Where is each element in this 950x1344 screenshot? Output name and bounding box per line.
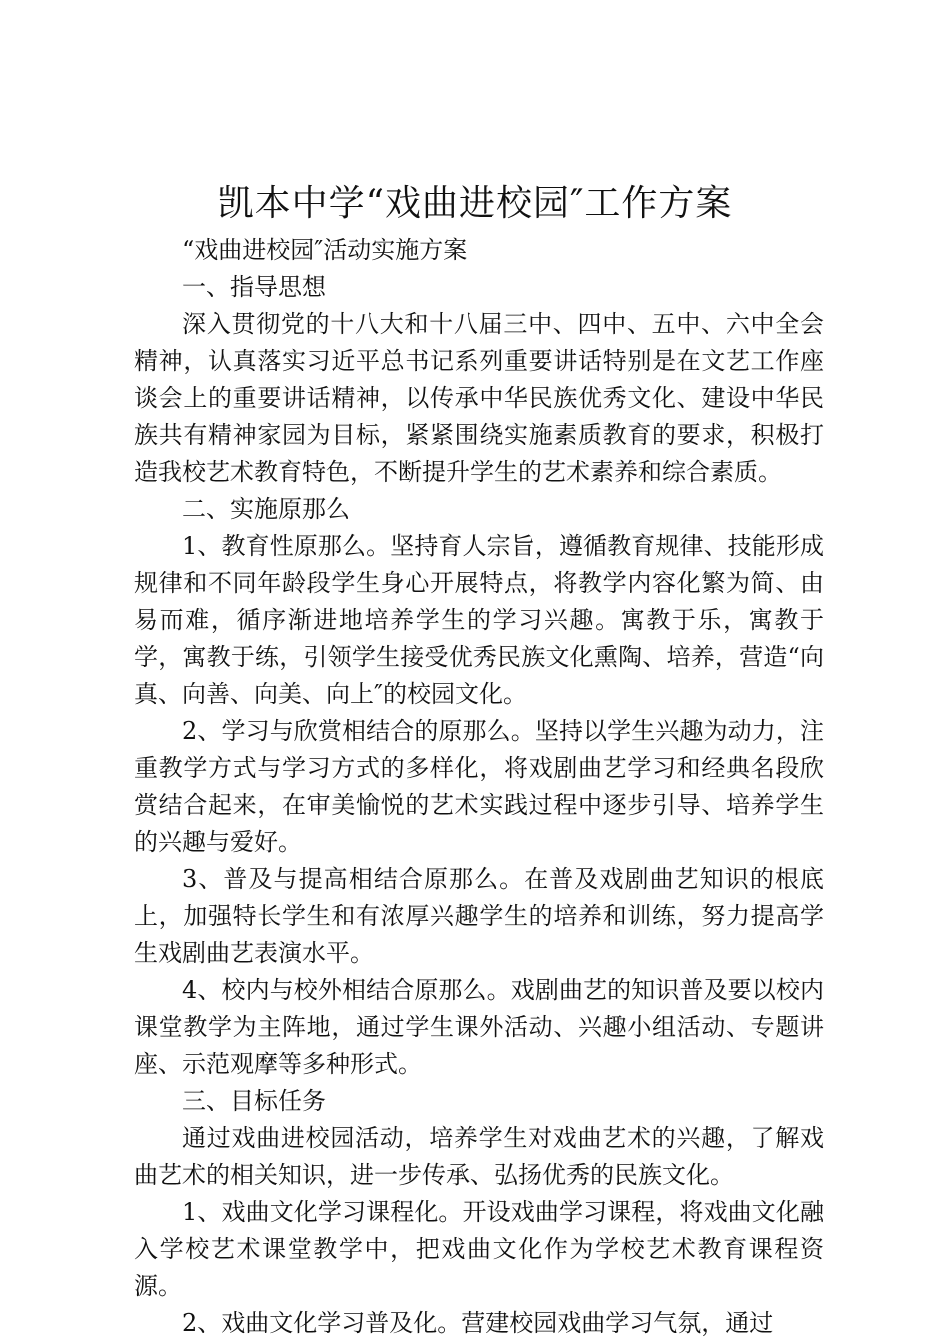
section-heading-goals: 三、目标任务 [182,1087,326,1115]
paragraph-goal-2: 2、戏曲文化学习普及化。营建校园戏曲学习气氛，通过 [182,1309,774,1337]
paragraph-goals-intro: 通过戏曲进校园活动，培养学生对戏曲艺术的兴趣，了解戏曲艺术的相关知识，进一步传承、弘扬优秀的民族文化。 [134,1124,824,1189]
document-body [134,232,824,1342]
paragraph-principle-3: 3、普及与提高相结合原那么。在普及戏剧曲艺知识的根底上，加强特长学生和有浓厚兴趣学生的培养和训练，努力提高学生戏剧曲艺表演水平。 [134,865,824,967]
paragraph-guiding-ideology: 深入贯彻党的十八大和十八届三中、四中、五中、六中全会精神，认真落实习近平总书记系列重要讲话特别是在文艺工作座谈会上的重要讲话精神，以传承中华民族优秀文化、建设中华民族共有精神家园为目标，紧紧围绕实施素质教育的要求，积极打造我校艺术教育特色，不断提升学生的艺术素养和综合素质。 [134,310,824,486]
section-heading-principles: 二、实施原那么 [182,495,350,523]
section-heading-guiding-ideology: 一、指导思想 [182,273,326,301]
paragraph-goal-1: 1、戏曲文化学习课程化。开设戏曲学习课程，将戏曲文化融入学校艺术课堂教学中，把戏曲文化作为学校艺术教育课程资源。 [134,1198,824,1300]
subtitle: “戏曲进校园″活动实施方案 [182,236,468,264]
paragraph-principle-2: 2、学习与欣赏相结合的原那么。坚持以学生兴趣为动力，注重教学方式与学习方式的多样化，将戏剧曲艺学习和经典名段欣赏结合起来，在审美愉悦的艺术实践过程中逐步引导、培养学生的兴趣与爱好。 [134,717,824,856]
paragraph-principle-4: 4、校内与校外相结合原那么。戏剧曲艺的知识普及要以校内课堂教学为主阵地，通过学生课外活动、兴趣小组活动、专题讲座、示范观摩等多种形式。 [134,976,824,1078]
paragraph-principle-1: 1、教育性原那么。坚持育人宗旨，遵循教育规律、技能形成规律和不同年龄段学生身心开展特点，将教学内容化繁为简、由易而难，循序渐进地培养学生的学习兴趣。寓教于乐，寓教于学，寓教于练，引领学生接受优秀民族文化熏陶、培养，营造“向真、向善、向美、向上″的校园文化。 [134,532,824,708]
document-title: 凯本中学“戏曲进校园″工作方案 [217,183,733,224]
